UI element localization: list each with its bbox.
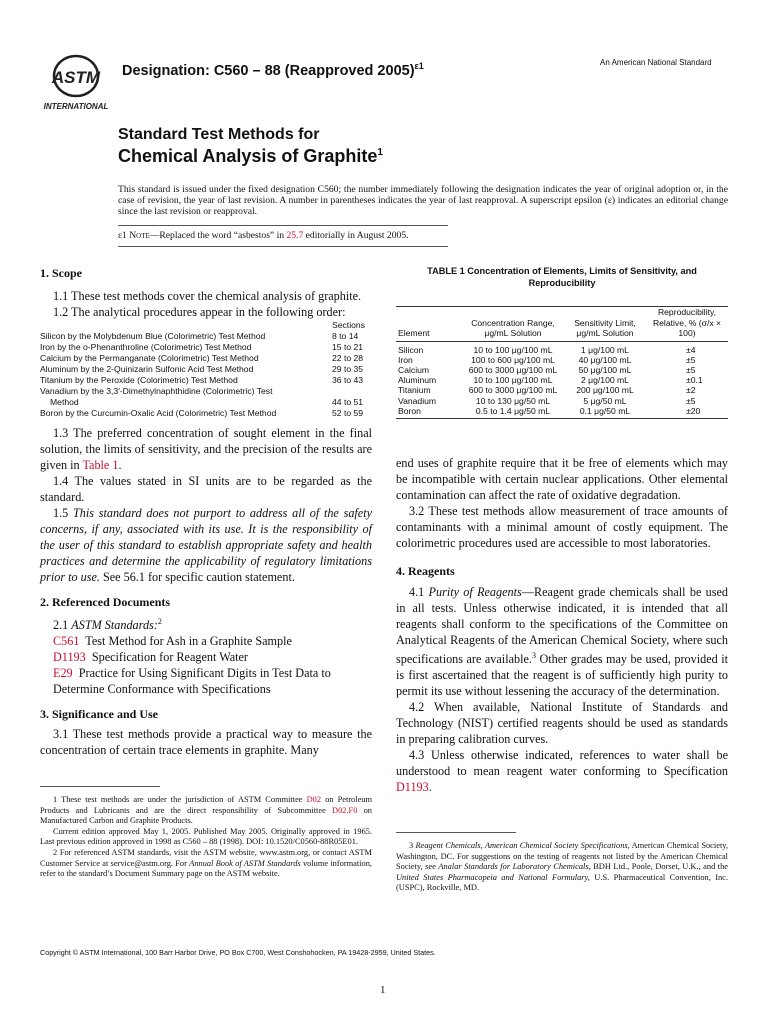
para-3-2: 3.2 These test methods allow measurement of trace amounts of contaminants with a minimal amount of costly equipment. The colorimetric procedures used are accessible to most laboratories. <box>396 504 728 550</box>
table-1-caption: TABLE 1 Concentration of Elements, Limits of Sensitivity, and Reproducibility <box>427 266 697 288</box>
title-line-2: Chemical Analysis of Graphite$^1$ <box>118 146 383 166</box>
footnote-3: 3 Reagent Chemicals, American Chemical Society Specifications, American Chemical Society, Washington, DC. For suggestions on the testing of reagents not listed by the American Chemical Society, see Analar Standards for Laboratory Chemicals, BDH Ltd., Poole, Dorset, U.K., and the United States Pharmacopeia and National Formulary, U.S. Pharmaceutical Convention, Inc. (USPC), Rockville, MD. <box>396 841 729 893</box>
table-header: Sensitivity Limit, μg/mL Solution <box>564 307 646 342</box>
table-cell: 5 μg/50 mL <box>583 395 627 406</box>
table-cell: 600 to 3000 μg/100 mL <box>468 385 558 396</box>
para-4-2: 4.2 When available, National Institute of Standards and Technology (NIST) certified reagents should be used as standards in preparing calibration curves. <box>396 700 728 747</box>
table-1 <box>396 306 728 419</box>
table-row <box>396 396 728 406</box>
footnotes-right <box>396 832 728 894</box>
toc-row: Vanadium by the 3,3′-Dimethylnaphthidine (Colorimetric) Test <box>40 386 273 396</box>
issue-statement: This standard is issued under the fixed designation C560; the number immediately following the designation indicates the year of original adoption or, in the case of revision, the year of last revision. A number in parentheses indicates the year of last reapproval. A superscript epsilon (ε) indicates an editorial change since the last revision or reapproval. <box>118 184 728 218</box>
footnote-2: 2 For referenced ASTM standards, visit the ASTM website, www.astm.org, or contact ASTM Customer Service at service@astm.org. For Annual Book of ASTM Standards volume information, refer to the standard’s Document Summary page on the ASTM website. <box>40 847 372 879</box>
ref-item-c561[interactable]: C561 Test Method for Ash in a Graphite Sample <box>53 634 292 649</box>
table-cell: ±0.1 <box>686 375 703 386</box>
table-cell: 2 μg/100 mL <box>581 375 629 386</box>
table-header: Concentration Range, μg/mL Solution <box>462 307 564 342</box>
link-d1193[interactable]: D1193 <box>396 780 429 795</box>
table-cell: 10 to 100 μg/100 mL <box>473 344 553 355</box>
table-cell: ±2 <box>686 385 696 396</box>
section-scope <box>40 265 372 758</box>
toc-row: Silicon by the Molybdenum Blue (Colorimetric) Test Method 8 to 14 <box>40 331 359 341</box>
table-row <box>396 341 728 355</box>
table-cell: 100 to 600 μg/100 mL <box>471 354 555 365</box>
footnote-1-edition: Current edition approved May 1, 2005. Published May 2005. Originally approved in 1965. Last previous edition approved in 1998 as C560 – 88 (1998). DOI: 10.1520/C0560-88R05E01. <box>40 826 372 847</box>
toc-row: Method 44 to 51 <box>50 397 364 407</box>
ref-item-e29[interactable]: E29 Practice for Using Significant Digits in Test Data to Determine Conformance with Specifications <box>53 666 331 697</box>
toc-row: Boron by the Curcumin-Oxalic Acid (Colorimetric) Test Method 52 to 59 <box>40 408 364 418</box>
footnote-divider <box>40 786 160 787</box>
para-2-1: 2.1 ASTM Standards:$^2$ <box>53 617 162 633</box>
footnote-1: 1 These test methods are under the jurisdiction of ASTM Committee D02 on Petroleum Products and Lubricants and are the direct responsibility of Subcommittee D02.F0 on Manufactured Carbon and Graphite Products. <box>40 795 372 826</box>
table-cell: 10 to 130 μg/50 mL <box>475 395 551 406</box>
table-cell: ±5 <box>686 354 696 365</box>
link-25-7[interactable]: 25.7 <box>286 230 304 241</box>
table-cell: Calcium <box>398 364 430 375</box>
table-cell: 50 μg/100 mL <box>578 364 632 375</box>
table-cell: Aluminum <box>398 375 437 386</box>
toc-row: Titanium by the Peroxide (Colorimetric) Test Method 36 to 43 <box>40 375 364 385</box>
astm-logo <box>40 52 112 112</box>
table-cell: Silicon <box>398 344 424 355</box>
scope-heading: 1. Scope <box>40 266 82 280</box>
table-cell: ±20 <box>686 405 701 416</box>
para-3-1-cont: end uses of graphite require that it be free of elements which may be incompatible with certain nuclear applications. Other elemental contamination can affect the rate of oxidative degradation. <box>396 456 728 502</box>
table-cell: Boron <box>398 405 421 416</box>
designation: Designation: C560 – 88 (Reapproved 2005)$^{\varepsilon 1}$ <box>122 61 424 79</box>
table-cell: 1 μg/100 mL <box>581 344 629 355</box>
table-row <box>396 355 728 365</box>
american-national-standard: An American National Standard <box>600 58 712 67</box>
para-1-5: 1.5 This standard does not purport to address all of the safety concerns, if any, associated with its use. It is the responsibility of the user of this standard to establish appropriate safety and health practices and determine the applicability of regulatory limitations prior to use. See 56.1 for specific caution statement. <box>40 506 373 584</box>
table-cell: 600 to 3000 μg/100 mL <box>468 364 558 375</box>
para-3-1: 3.1 These test methods provide a practical way to measure the concentration of certain trace elements in graphite. Many <box>40 727 372 758</box>
divider <box>118 225 448 226</box>
table-row <box>396 406 728 419</box>
ref-item-d1193[interactable]: D1193 Specification for Reagent Water <box>53 650 248 665</box>
reagents-heading: 4. Reagents <box>396 564 455 578</box>
copyright: Copyright © ASTM International, 100 Barr Harbor Drive, PO Box C700, West Conshohocken, PA 19428-2959, United States. <box>40 948 436 957</box>
table-cell: 10 to 100 μg/100 mL <box>473 375 553 386</box>
significance-heading: 3. Significance and Use <box>40 707 159 722</box>
para-4-1: 4.1 Purity of Reagents—Reagent grade chemicals shall be used in all tests. Unless otherwise indicated, it is intended that all reagents shall conform to the specifications of the Committee on Analytical Reagents of the American Chemical Society, where such specifications are available.$^3$ Other grades may be used, provided it is first ascertained that the reagent is of sufficiently high purity to permit its use without lessening the accuracy of the determination. <box>396 585 728 699</box>
para-4-3: 4.3 Unless otherwise indicated, references to water shall be understood to mean reagent water conforming to Specification D1193. <box>396 748 728 795</box>
title-line-1: Standard Test Methods for <box>118 126 320 143</box>
table-row <box>396 365 728 375</box>
table-header: Element <box>396 307 462 342</box>
table-row <box>396 375 728 385</box>
table-cell: ±5 <box>686 395 696 406</box>
logo-text: INTERNATIONAL <box>43 102 109 111</box>
para-1-4: 1.4 The values stated in SI units are to be regarded as the standard. <box>40 474 372 504</box>
para-1-1: 1.1 These test methods cover the chemical analysis of graphite. <box>53 289 362 303</box>
table-cell: 0.5 to 1.4 μg/50 mL <box>475 405 551 416</box>
editorial-note: ε1 Note—Replaced the word “asbestos” in 25.7 editorially in August 2005. <box>118 230 409 241</box>
link-table-1[interactable]: Table 1 <box>82 458 119 472</box>
table-header: Reproducibility, Relative, % (σ/x × 100) <box>646 307 728 342</box>
table-cell: 40 μg/100 mL <box>578 354 632 365</box>
footnotes-left <box>40 786 372 880</box>
refs-heading: 2. Referenced Documents <box>40 595 171 609</box>
para-1-2: 1.2 The analytical procedures appear in the following order: <box>53 305 346 319</box>
sections-list <box>40 331 372 419</box>
table-row <box>396 385 728 395</box>
divider <box>118 246 448 247</box>
para-1-3: 1.3 The preferred concentration of sought element in the final solution, the limits of sensitivity, and the precision of the results are given in Table 1. <box>40 426 372 472</box>
table-cell: Iron <box>398 354 413 365</box>
right-column-text <box>396 455 728 795</box>
svg-text:ASTM: ASTM <box>51 68 101 87</box>
sections-label: Sections <box>332 320 365 330</box>
table-cell: 200 μg/100 mL <box>576 385 634 396</box>
table-cell: ±5 <box>686 364 696 375</box>
table-cell: ±4 <box>686 344 696 355</box>
table-cell: 0.1 μg/50 mL <box>579 405 631 416</box>
toc-row: Calcium by the Permanganate (Colorimetric) Test Method 22 to 28 <box>40 353 364 363</box>
footnote-divider <box>396 832 516 833</box>
table-cell: Titanium <box>398 385 431 396</box>
toc-row: Iron by the o-Phenanthroline (Colorimetric) Test Method 15 to 21 <box>40 342 364 352</box>
table-cell: Vanadium <box>398 395 437 406</box>
toc-row: Aluminum by the 2-Quinizarin Sulfonic Acid Test Method 29 to 35 <box>40 364 364 374</box>
page-number: 1 <box>380 984 386 996</box>
